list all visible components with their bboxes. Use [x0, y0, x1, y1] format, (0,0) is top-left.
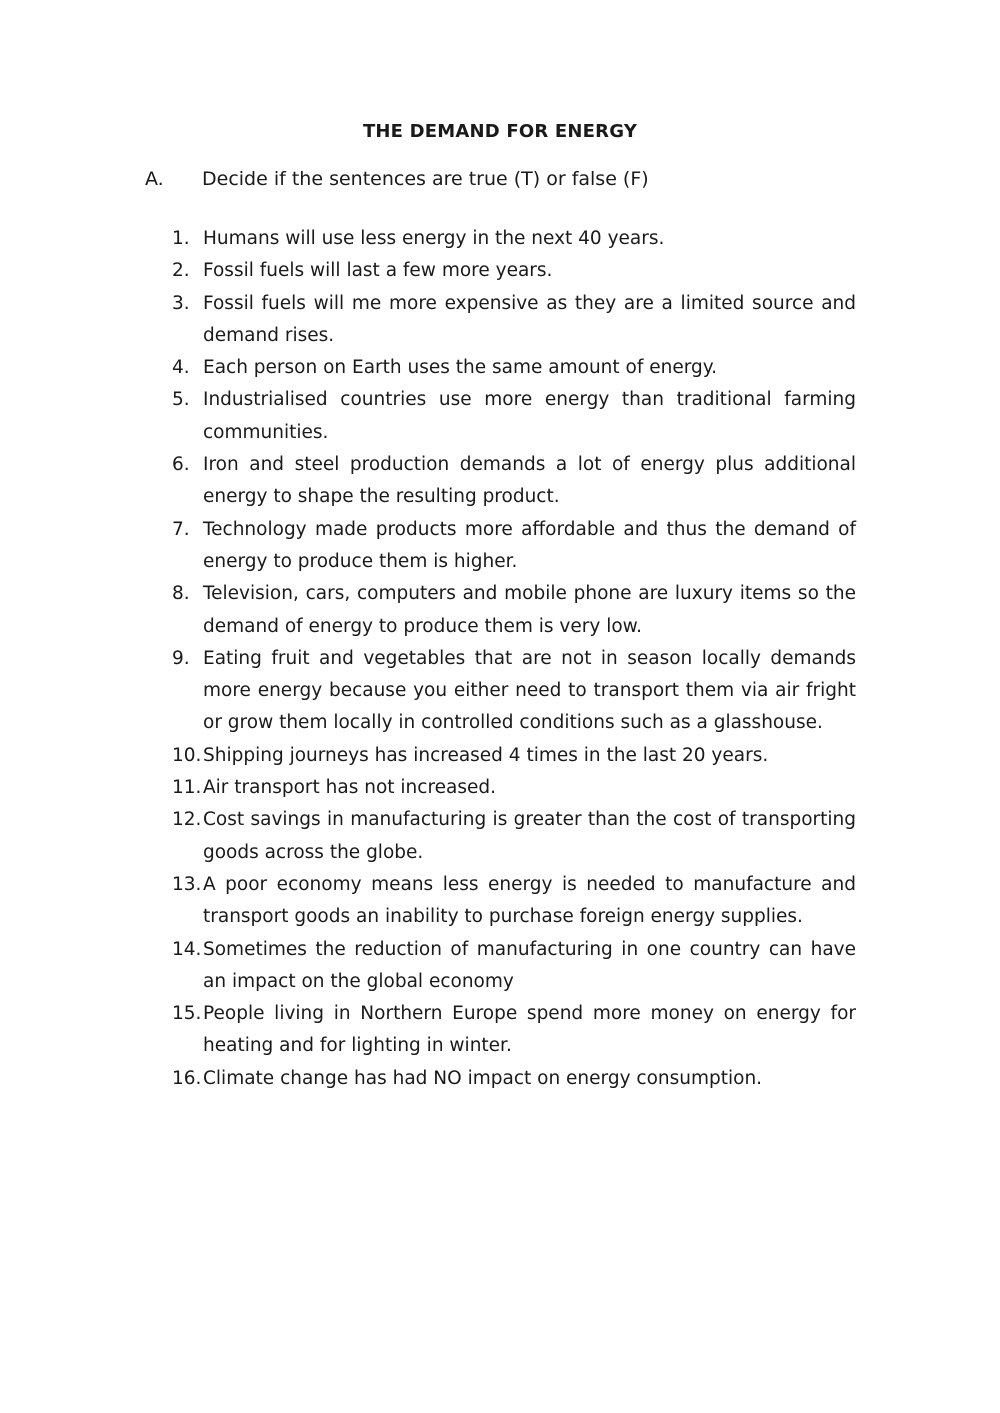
section-instruction [145, 165, 649, 193]
instruction-text: Decide if the sentences are true (T) or false (F) [202, 168, 649, 190]
page-title: THE DEMAND FOR ENERGY [362, 121, 638, 142]
question-number: 7. [172, 518, 190, 540]
question-number: 10. [172, 744, 202, 766]
question-item [172, 578, 856, 643]
question-text: People living in Northern Europe spend more money on energy for heating and for lighting in winter. [203, 1003, 856, 1057]
question-number: 6. [172, 454, 190, 476]
question-number: 9. [172, 647, 190, 669]
question-item [172, 288, 856, 353]
question-text: Technology made products more affordable and thus the demand of energy to produce them is higher. [203, 518, 856, 572]
question-text: Television, cars, computers and mobile phone are luxury items so the demand of energy to produce them is very low. [203, 583, 856, 637]
question-text: Climate change has had NO impact on energy consumption. [203, 1067, 763, 1089]
question-item [172, 255, 856, 287]
question-text: Iron and steel production demands a lot of energy plus additional energy to shape the resulting product. [203, 454, 856, 508]
question-number: 12. [172, 809, 202, 831]
section-letter: A. [145, 168, 164, 190]
question-text: A poor economy means less energy is needed to manufacture and transport goods an inability to purchase foreign energy supplies. [203, 873, 856, 928]
question-number: 2. [172, 260, 190, 282]
question-item [172, 514, 856, 579]
question-item [172, 804, 856, 869]
question-text: Sometimes the reduction of manufacturing in one country can have an impact on the global economy [203, 938, 856, 992]
question-text: Each person on Earth uses the same amount of energy. [203, 357, 717, 379]
question-number: 8. [172, 583, 190, 605]
question-item [172, 384, 856, 449]
question-item [172, 223, 856, 255]
question-text: Air transport has not increased. [203, 777, 497, 799]
question-item [172, 772, 856, 804]
question-number: 15. [172, 1003, 202, 1025]
question-item [172, 1063, 856, 1095]
question-item [172, 740, 856, 772]
question-item [172, 449, 856, 514]
question-number: 11. [172, 777, 202, 799]
question-item [172, 869, 856, 934]
question-text: Humans will use less energy in the next 40 years. [203, 228, 665, 249]
question-number: 1. [172, 228, 190, 249]
question-item [172, 352, 856, 384]
question-item [172, 998, 856, 1063]
question-item [172, 643, 856, 740]
question-text: Fossil fuels will me more expensive as they are a limited source and demand rises. [203, 292, 856, 346]
question-number: 16. [172, 1067, 202, 1089]
question-number: 4. [172, 357, 190, 379]
question-number: 14. [172, 938, 202, 960]
question-text: Industrialised countries use more energy than traditional farming communities. [203, 389, 856, 443]
question-text: Fossil fuels will last a few more years. [203, 260, 553, 282]
question-number: 3. [172, 292, 190, 314]
question-item [172, 934, 856, 999]
question-number: 5. [172, 389, 190, 411]
question-text: Eating fruit and vegetables that are not in season locally demands more energy because you either need to transport them via air fright or grow them locally in controlled conditions such as a glasshouse. [203, 647, 856, 734]
question-text: Cost savings in manufacturing is greater than the cost of transporting goods across the globe. [203, 809, 856, 863]
question-list [172, 223, 856, 1095]
question-text: Shipping journeys has increased 4 times in the last 20 years. [203, 744, 769, 766]
question-number: 13. [172, 873, 202, 895]
